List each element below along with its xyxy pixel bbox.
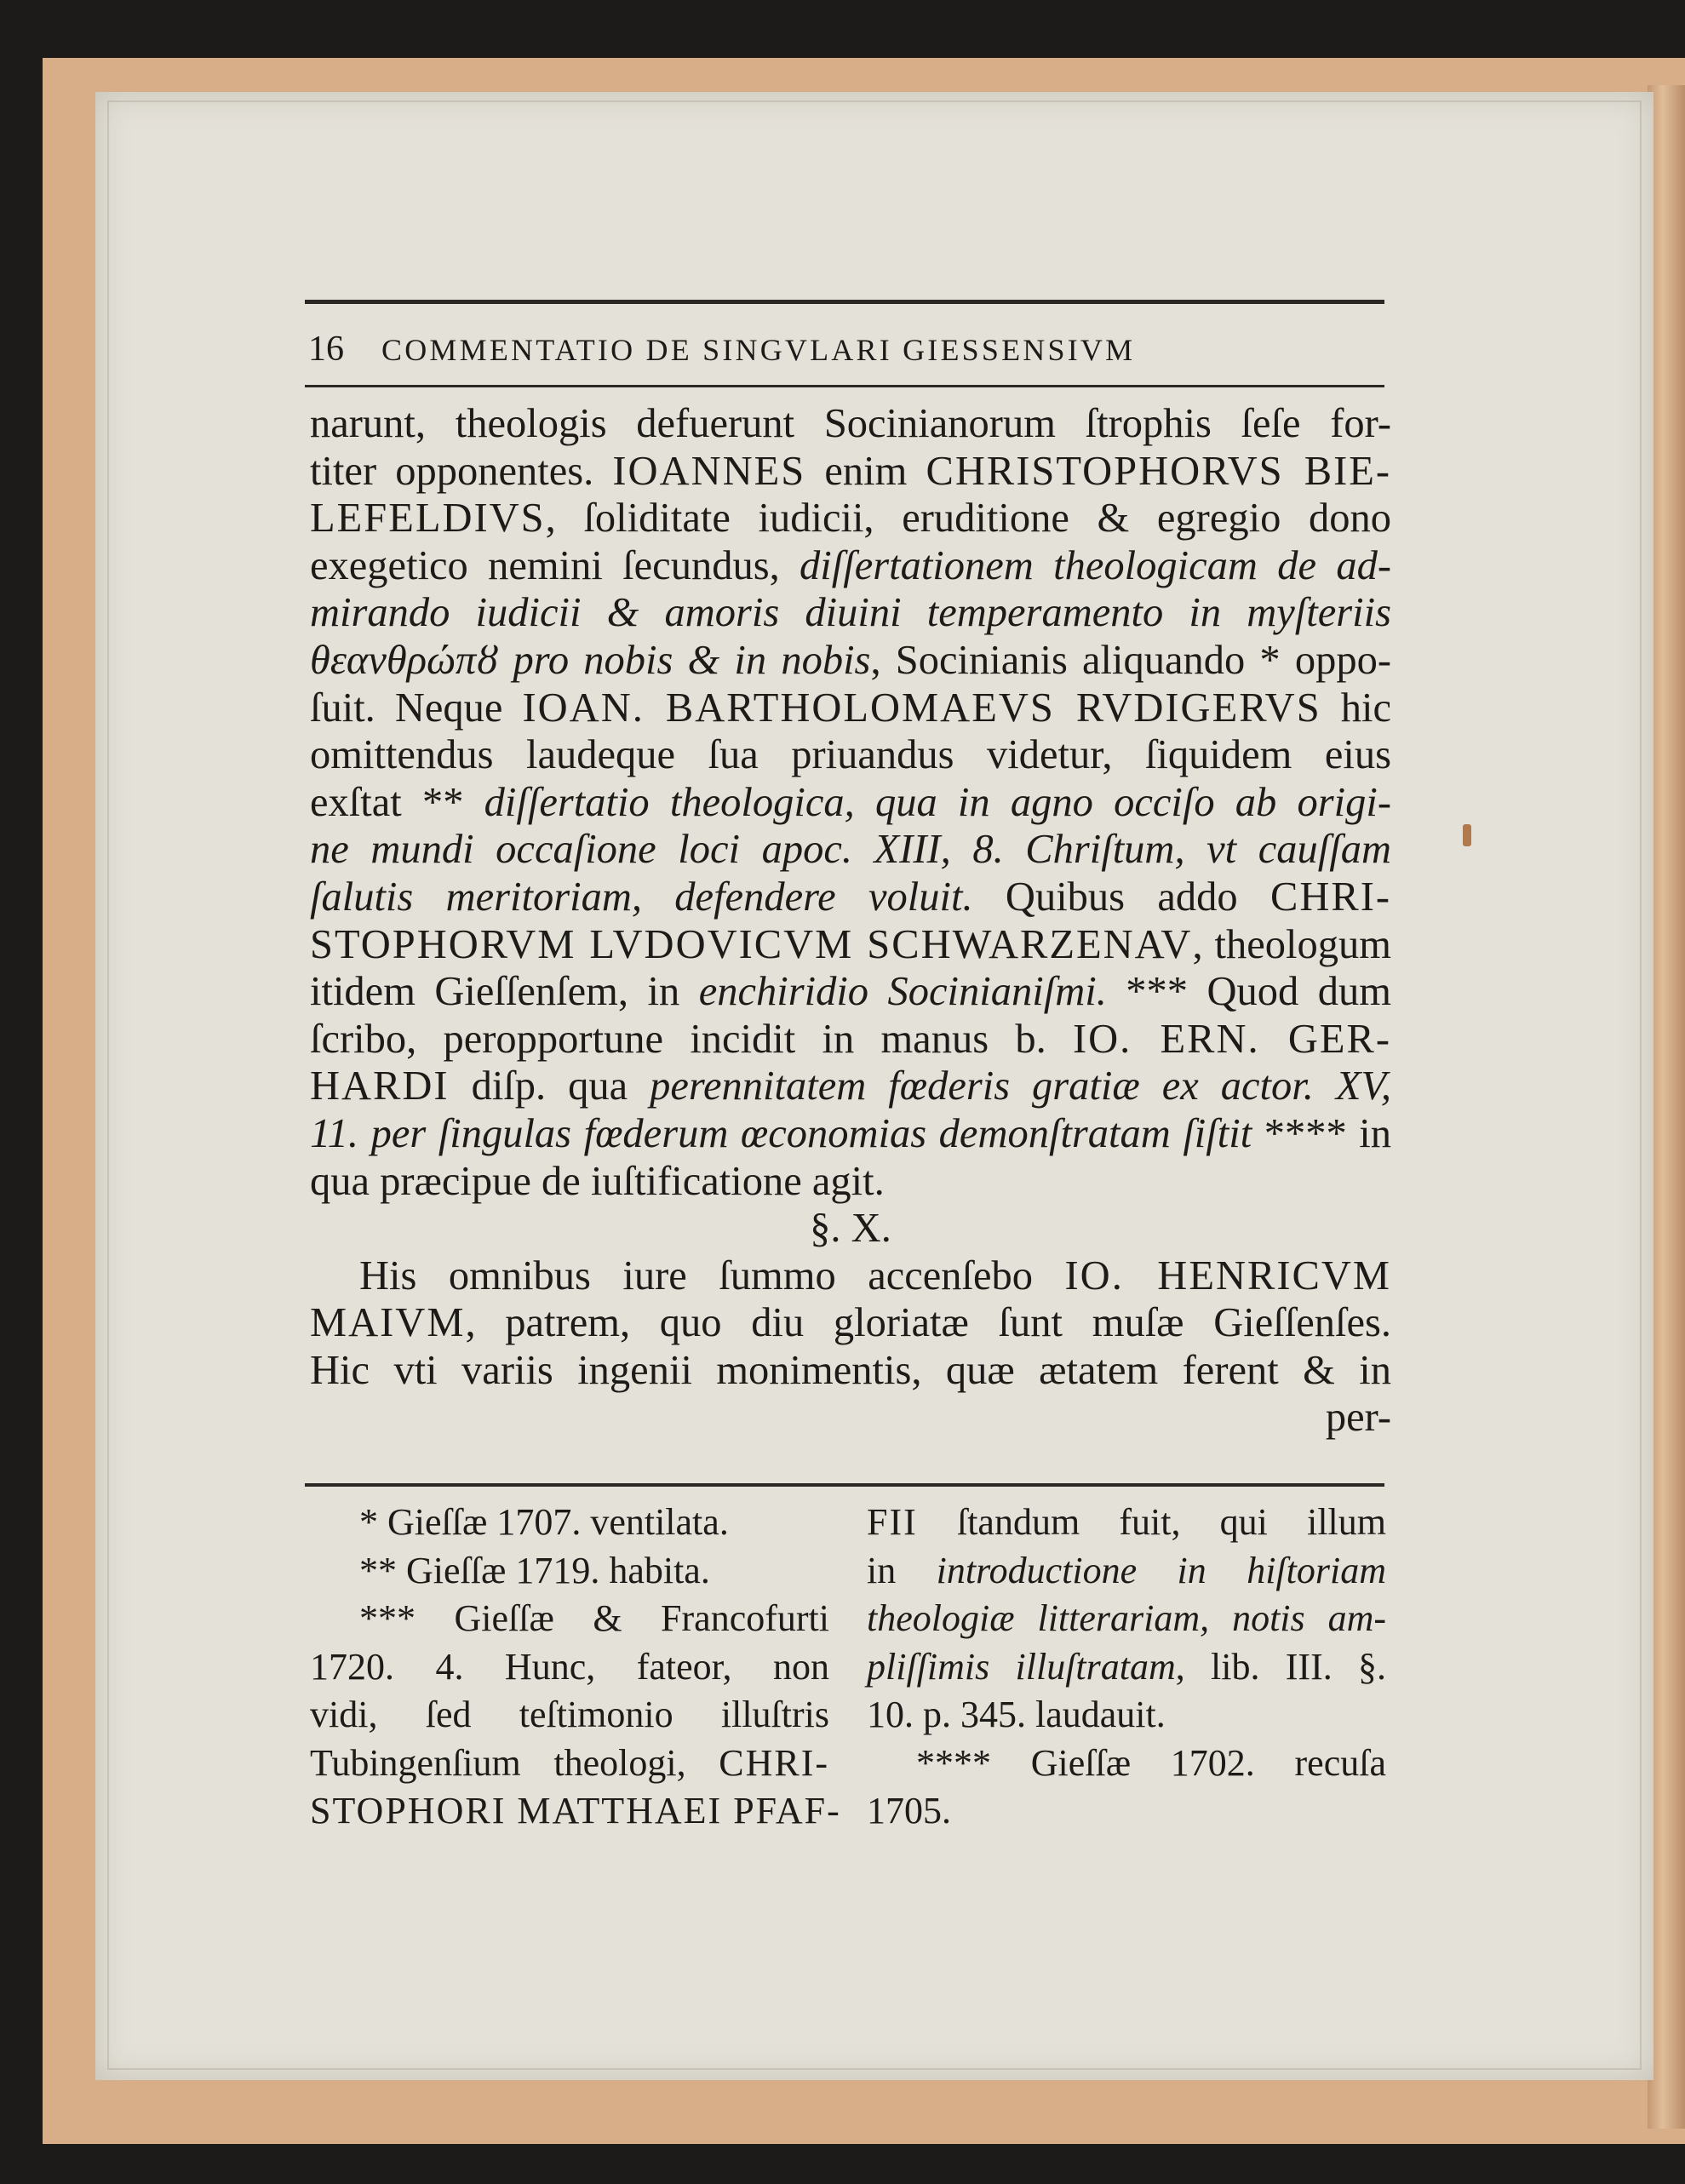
text-run: Hic vti variis ingenii monimentis, quæ ætatem ferent & in (310, 1347, 1391, 1393)
header-rule-bottom (305, 385, 1384, 387)
header-rule-top (305, 300, 1384, 304)
main-text (310, 400, 1391, 1442)
text-line (310, 685, 1391, 732)
text-line (310, 1299, 1391, 1347)
text-run: vidi, ſed teſtimonio illuſtris (310, 1694, 829, 1735)
text-run: hic (1321, 685, 1391, 731)
text-run: diſp. qua (449, 1063, 651, 1109)
text-run: ſcribo, peropportune incidit in manus b. (310, 1016, 1073, 1062)
footnotes-right-column (867, 1499, 1386, 1836)
text-run: exſtat ** (310, 779, 484, 825)
text-run: , ſoliditate iudicii, eruditione & egregio dono (545, 496, 1391, 542)
footnote-line (867, 1499, 1386, 1547)
text-line (310, 826, 1391, 874)
text-run: enim (805, 448, 926, 494)
catchword: per- (1325, 1395, 1391, 1441)
text-run: STOPHORI MATTHAEI PFAF- (310, 1790, 841, 1831)
footnote-line (310, 1595, 829, 1643)
text-run: theologiæ litterariam, notis am- (867, 1597, 1386, 1639)
text-line (310, 1253, 1391, 1300)
text-run: *** Gieſſæ & Francofurti (359, 1597, 829, 1639)
footnote-line (867, 1643, 1386, 1692)
text-run: His omnibus iure ſummo accenſebo (359, 1253, 1065, 1298)
text-line (310, 731, 1391, 779)
text-run: mirando iudicii & amoris diuini temperamento in myſteriis (310, 590, 1391, 636)
footnote-line (310, 1740, 829, 1788)
footnote-line (310, 1691, 829, 1740)
text-run: 1705. (867, 1790, 951, 1831)
footnote-line (867, 1547, 1386, 1596)
text-run: **** Gieſſæ 1702. recuſa (916, 1741, 1386, 1784)
footnote-rule (305, 1483, 1384, 1487)
text-line (310, 1063, 1391, 1110)
text-run: exegetico nemini ſecundus, (310, 542, 800, 588)
text-run: ſalutis meritoriam, defendere voluit. (310, 874, 973, 920)
text-run: qua præcipue de iuſtificatione agit. (310, 1158, 885, 1204)
running-head (308, 324, 1390, 375)
footnote-line (310, 1643, 829, 1692)
text-line (310, 495, 1391, 542)
text-line (310, 448, 1391, 496)
text-run: , theologum (1192, 921, 1391, 967)
text-run: HARDI (310, 1063, 450, 1109)
text-run: introductione in hiſtoriam (936, 1549, 1387, 1591)
text-run: STOPHORVM LVDOVICVM SCHWARZENAV (310, 921, 1193, 967)
text-run: MAIVM (310, 1300, 466, 1346)
text-run: ne mundi occaſione loci apoc. XIII, 8. Chriſtum, vt cauſſam (310, 827, 1391, 873)
text-run: Quibus addo (972, 874, 1270, 920)
text-line (310, 1110, 1391, 1158)
text-run: IOAN. BARTHOLOMAEVS RVDIGERVS (522, 685, 1321, 731)
text-line (310, 874, 1391, 921)
footnote-line (867, 1691, 1386, 1740)
text-run: θεανθρώπȣ pro nobis & in nobis (310, 637, 871, 683)
footnote-line (310, 1787, 841, 1836)
text-run: ſuit. Neque (310, 685, 523, 731)
text-run: CHRI- (719, 1741, 829, 1784)
text-run: CHRISTOPHORVS BIE- (926, 448, 1391, 494)
footnotes-left-column (310, 1499, 841, 1836)
text-line (310, 968, 1391, 1016)
section-paragraph (310, 1253, 1391, 1395)
text-run: omittendus laudeque ſua priuandus videtur, ſiquidem eius (310, 732, 1391, 778)
text-run: in (867, 1549, 937, 1591)
text-line (310, 637, 1391, 685)
text-line (310, 1016, 1391, 1063)
text-line (310, 1158, 1391, 1206)
text-line (310, 779, 1391, 827)
footnote-line (867, 1787, 1386, 1836)
footnote-line (867, 1595, 1386, 1643)
text-line (310, 400, 1391, 448)
page-number: 16 (308, 330, 344, 369)
text-run: * Gieſſæ 1707. ventilata. (359, 1501, 729, 1543)
text-run: 1720. 4. Hunc, fateor, non (310, 1645, 829, 1688)
text-line (310, 921, 1391, 969)
text-run: itidem Gieſſenſem, in (310, 969, 699, 1015)
text-run: IOANNES (612, 448, 806, 494)
section-heading: §. X. (810, 1206, 891, 1252)
text-run: enchiridio Socinianiſmi. (698, 969, 1107, 1015)
text-run: *** Quod dum (1106, 969, 1392, 1015)
text-run: , patrem, quo diu gloriatæ ſunt muſæ Gieſſenſes. (465, 1300, 1391, 1346)
text-line (310, 1347, 1391, 1395)
text-run: 10. p. 345. laudauit. (867, 1694, 1166, 1735)
running-title: COMMENTATIO DE SINGVLARI GIESSENSIVM (381, 333, 1136, 367)
text-run: 11. per ſingulas fœderum œconomias demonſtratam ſiſtit (310, 1110, 1252, 1156)
text-run: CHRI- (1269, 874, 1391, 920)
text-run: diſſertationem theologicam de ad- (800, 542, 1391, 588)
text-line (310, 589, 1391, 637)
footnote-line (310, 1547, 829, 1596)
text-run: , lib. III. §. (1175, 1645, 1386, 1688)
paper-stain (1463, 824, 1471, 846)
text-run: narunt, theologis defuerunt Socinianorum ſtrophis ſeſe for- (310, 401, 1391, 446)
text-run: perennitatem fœderis gratiæ ex actor. XV, (650, 1063, 1392, 1109)
text-run: titer opponentes. (310, 448, 613, 494)
text-run: , Socinianis aliquando * oppo- (870, 637, 1391, 683)
text-run: ſtandum fuit, qui illum (917, 1501, 1386, 1543)
body-paragraph (310, 400, 1391, 1205)
text-run: diſſertatio theologica, qua in agno occiſo ab origi- (484, 779, 1391, 825)
text-run: ** Gieſſæ 1719. habita. (359, 1549, 710, 1591)
text-run: **** in (1252, 1110, 1391, 1156)
text-run: IO. ERN. GER- (1072, 1016, 1391, 1062)
text-run: LEFELDIVS (310, 496, 546, 542)
text-run: Tubingenſium theologi, (310, 1741, 719, 1784)
footnote-line (310, 1499, 829, 1547)
text-run: pliſſimis illuſtratam (867, 1645, 1176, 1688)
text-line (310, 542, 1391, 590)
text-run: IO. HENRICVM (1064, 1253, 1391, 1298)
text-run: FII (867, 1501, 918, 1543)
footnote-line (867, 1740, 1386, 1788)
